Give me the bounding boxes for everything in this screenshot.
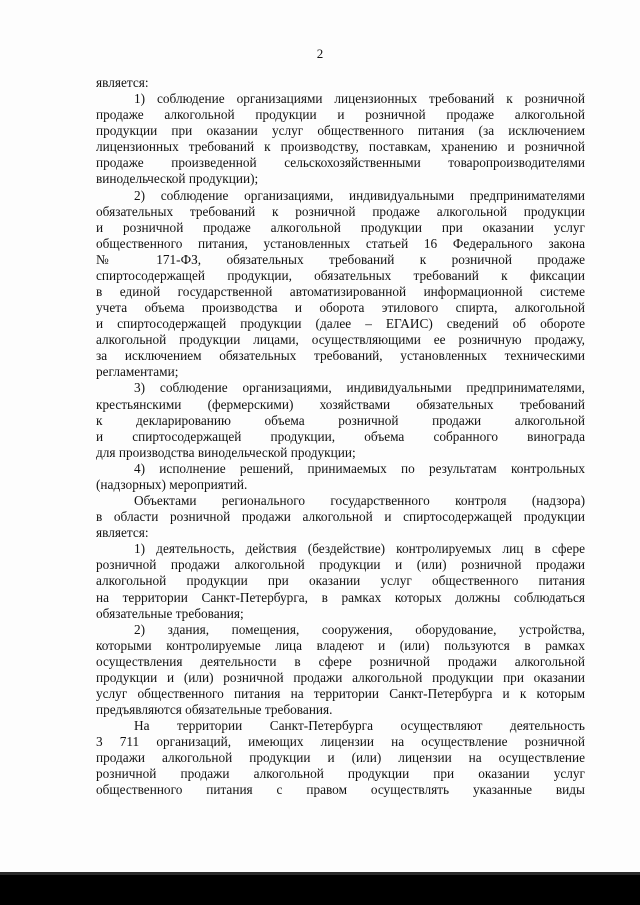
text-line: является: (96, 525, 149, 541)
text-line: продаже произведенной сельскохозяйственными товаропроизводителями (96, 155, 585, 171)
text-line: обязательных требований к розничной продаже алкогольной продукции (96, 203, 585, 219)
text-line: предъявляются обязательные требования. (96, 702, 333, 718)
text-line: на территории Санкт-Петербурга, в рамках которых должны соблюдаться (96, 589, 585, 605)
text-line: лицензионных требований к производству, поставкам, хранению и розничной (96, 139, 585, 155)
text-line: 1) соблюдение организациями лицензионных требований к розничной (134, 91, 585, 107)
text-line: алкогольной продукции лицами, осуществляющими ее розничную продажу, (96, 332, 585, 348)
text-line: в области розничной продажи алкогольной и спиртосодержащей продукции (96, 509, 585, 525)
text-line: и спиртосодержащей продукции, объема собранного винограда (96, 428, 585, 444)
text-line: 4) исполнение решений, принимаемых по результатам контрольных (134, 460, 585, 476)
text-line: осуществления деятельности в сфере розничной продажи алкогольной (96, 653, 585, 669)
text-line: На территории Санкт-Петербурга осуществляют деятельность (134, 718, 585, 734)
text-line: общественного питания, установленных статьей 16 Федерального закона (96, 235, 585, 251)
text-line: розничной продажи алкогольной продукции при оказании услуг (96, 766, 585, 782)
text-line: продукции и (или) розничной продажи алкогольной продукции при оказании (96, 669, 585, 685)
text-line: которыми контролируемые лица владеют и (или) пользуются в рамках (96, 637, 585, 653)
text-line: алкогольной продукции при оказании услуг общественного питания (96, 573, 585, 589)
text-line: спиртосодержащей продукции, обязательных требований к фиксации (96, 267, 585, 283)
text-line: (надзорных) мероприятий. (96, 476, 248, 492)
text-line: 3) соблюдение организациями, индивидуальными предпринимателями, (134, 380, 585, 396)
page-number: 2 (316, 46, 324, 61)
text-line: к декларированию объема розничной продажи алкогольной (96, 412, 585, 428)
text-line: для производства винодельческой продукции; (96, 444, 356, 460)
text-line: является: (96, 75, 149, 90)
scan-bottom-border (0, 872, 640, 905)
text-line: крестьянскими (фермерскими) хозяйствами обязательных требований (96, 396, 585, 412)
text-line: регламентами; (96, 364, 179, 380)
text-line: продукции при оказании услуг общественного питания (за исключением (96, 123, 585, 139)
text-line: обязательные требования; (96, 605, 244, 621)
document-body (96, 75, 585, 799)
text-line: розничной продажи алкогольной продукции и (или) розничной продажи (96, 557, 585, 573)
text-line: 3 711 организаций, имеющих лицензии на осуществление розничной (96, 734, 585, 750)
text-line: № 171-ФЗ, обязательных требований к розничной продаже (96, 251, 585, 267)
text-line: за исключением обязательных требований, установленных техническими (96, 348, 585, 364)
text-line: услуг общественного питания на территории Санкт-Петербурга и к которым (96, 685, 585, 701)
text-line: и спиртосодержащей продукции (далее – ЕГАИС) сведений об обороте (96, 316, 585, 332)
text-line: 2) здания, помещения, сооружения, оборудование, устройства, (134, 621, 585, 637)
text-line: 2) соблюдение организациями, индивидуальными предпринимателями (134, 187, 585, 203)
text-line: 1) деятельность, действия (бездействие) контролируемых лиц в сфере (134, 541, 585, 557)
text-line: Объектами регионального государственного контроля (надзора) (134, 493, 585, 509)
text-line: и розничной продаже алкогольной продукции при оказании услуг (96, 219, 585, 235)
scan-edge-noise (0, 872, 640, 875)
text-line: продажи алкогольной продукции и (или) лицензии на осуществление (96, 750, 585, 766)
text-line: винодельческой продукции); (96, 171, 259, 187)
text-line: продаже алкогольной продукции и розничной продаже алкогольной (96, 107, 585, 123)
text-line: общественного питания с правом осуществлять указанные виды (96, 782, 585, 798)
text-line: в единой государственной автоматизированной информационной системе (96, 284, 585, 300)
text-line: учета объема производства и оборота этилового спирта, алкогольной (96, 300, 585, 316)
